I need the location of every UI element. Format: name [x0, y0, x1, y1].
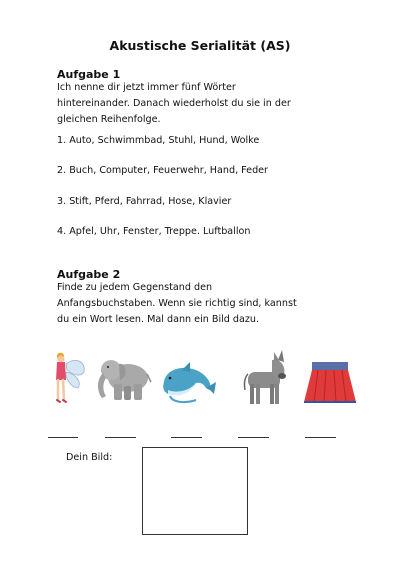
elephant-icon — [94, 356, 154, 406]
word-list-item: 3. Stift, Pferd, Fahrrad, Hose, Klavier — [57, 196, 232, 207]
answer-blank[interactable] — [171, 437, 202, 438]
word-list-item: 2. Buch, Computer, Feuerwehr, Hand, Feder — [57, 165, 269, 176]
answer-blank[interactable] — [105, 437, 136, 438]
task2-instruction-line: Finde zu jedem Gegenstand den — [57, 282, 213, 293]
word-list-item: 1. Auto, Schwimmbad, Stuhl, Hund, Wolke — [57, 135, 260, 146]
task2-instruction-line: Anfangsbuchstaben. Wenn sie richtig sind, kannst — [57, 298, 297, 309]
task1-instructions — [57, 80, 357, 128]
answer-blank[interactable] — [305, 437, 336, 438]
drawing-box[interactable] — [142, 447, 248, 535]
donkey-icon — [236, 350, 288, 408]
task2-instruction-line: du ein Wort lesen. Mal dann ein Bild dazu. — [57, 314, 260, 325]
fairy-icon — [52, 350, 88, 408]
dein-bild-label: Dein Bild: — [66, 452, 113, 463]
task2-instructions — [57, 280, 357, 328]
task1-heading: Aufgabe 1 — [57, 68, 121, 81]
task1-instruction-line: Ich nenne dir jetzt immer fünf Wörter — [57, 82, 236, 93]
task1-instruction-line: gleichen Reihenfolge. — [57, 114, 161, 125]
answer-blank[interactable] — [238, 437, 269, 438]
skirt-icon — [302, 358, 358, 406]
answer-blank[interactable] — [48, 437, 78, 438]
dolphin-icon — [160, 360, 218, 406]
word-list-item: 4. Apfel, Uhr, Fenster, Treppe. Luftballon — [57, 226, 251, 237]
task1-instruction-line: hintereinander. Danach wiederholst du sie in der — [57, 98, 291, 109]
page-title: Akustische Serialität (AS) — [109, 38, 291, 53]
task2-heading: Aufgabe 2 — [57, 268, 121, 281]
